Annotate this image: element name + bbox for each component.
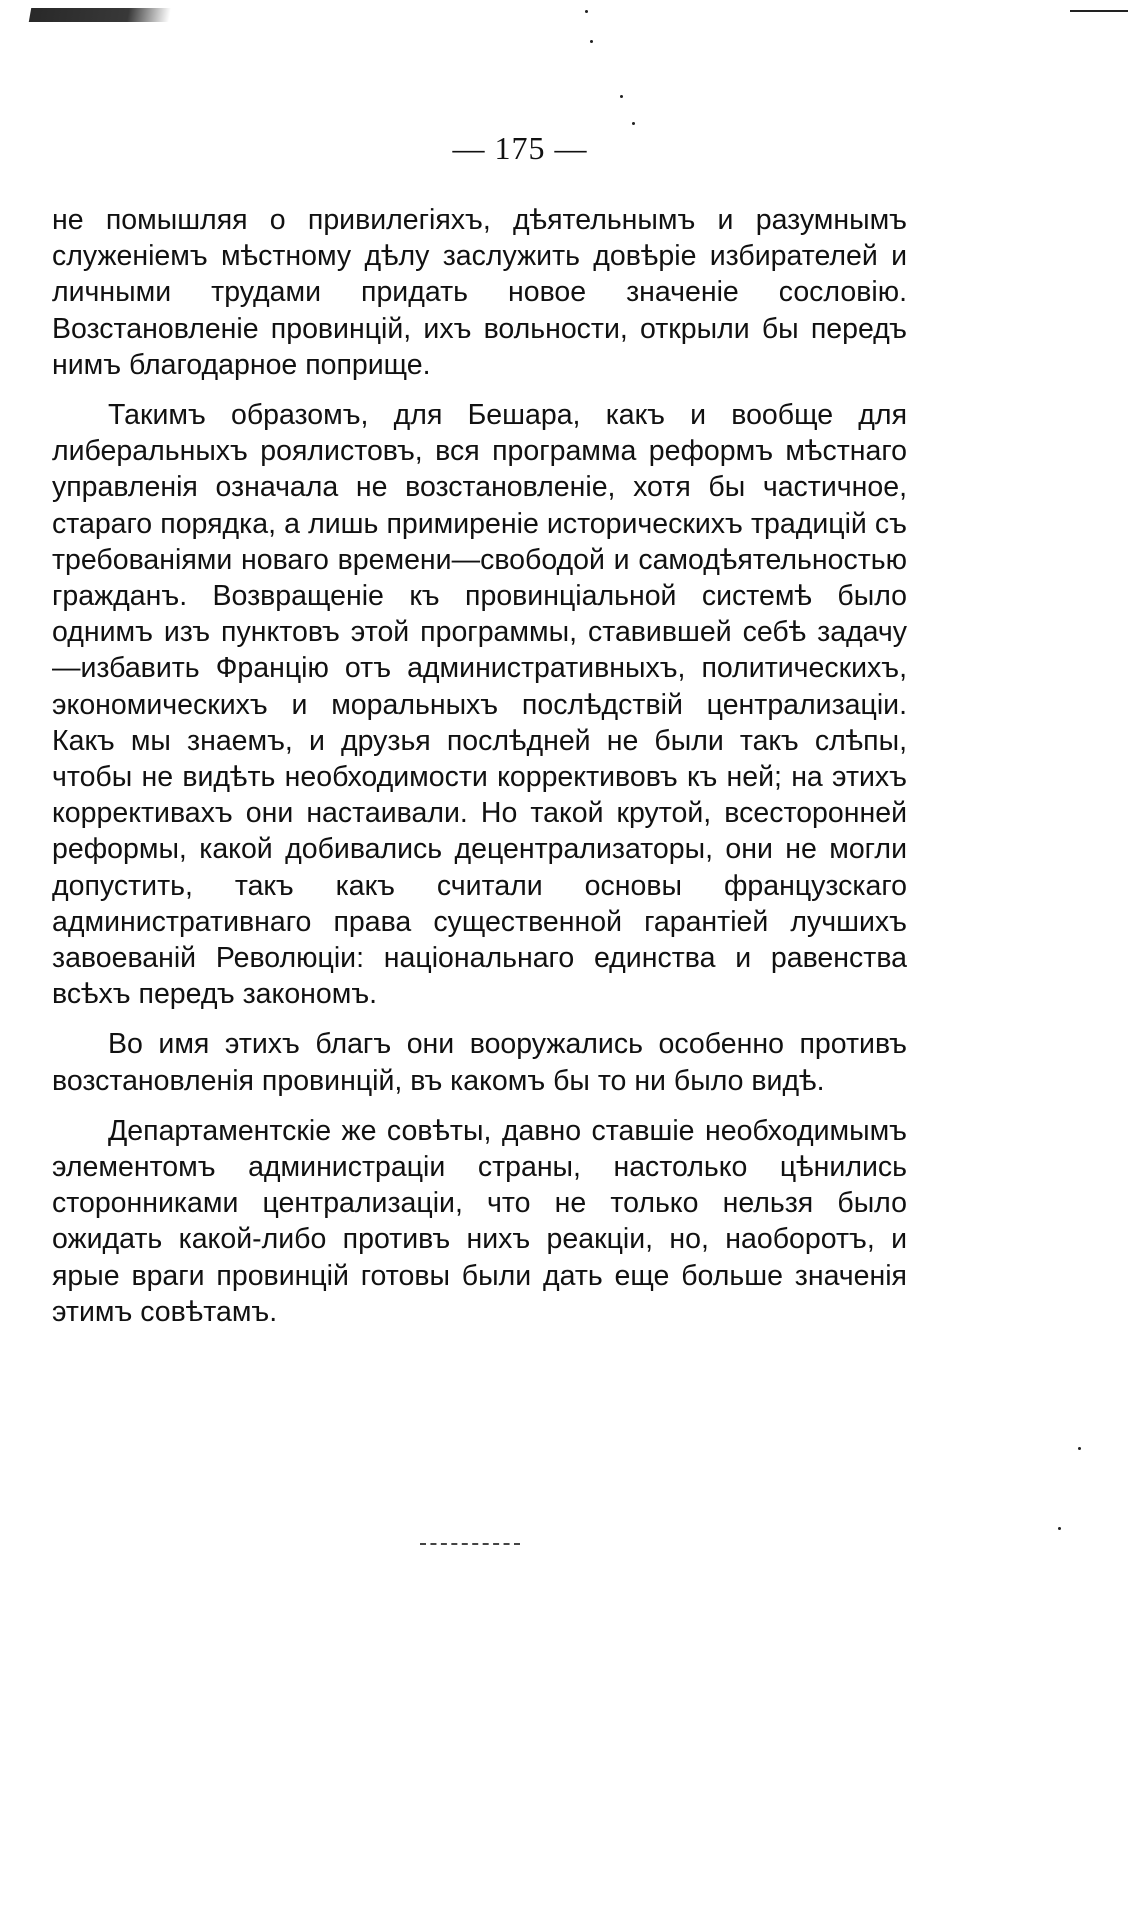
body-text — [52, 202, 907, 1344]
paragraph: Департаментскіе же совѣты, давно ставшіе необходимымъ элементомъ администраціи страны, настолько цѣнились сторонниками централизаціи, что не только нельзя было ожидать какой-либо противъ нихъ реакціи, но, наоборотъ, и ярые враги провинцій готовы были дать еще больше значенія этимъ совѣтамъ. — [52, 1114, 907, 1328]
paragraph: не помышляя о привилегіяхъ, дѣятельнымъ и разумнымъ служеніемъ мѣстному дѣлу заслужить довѣріе избирателей и личными трудами придать новое значеніе сословію. Возстановленіе провинцій, ихъ вольности, открыли бы передъ нимъ благодарное поприще. — [52, 204, 907, 381]
scan-speck — [1078, 1447, 1081, 1450]
paragraph: Во имя этихъ благъ они вооружались особенно противъ возстановленія провинцій, въ какомъ бы то ни было видѣ. — [52, 1028, 907, 1097]
scan-smudge — [29, 8, 171, 22]
scan-speck — [620, 95, 623, 98]
scan-speck — [590, 40, 593, 43]
paragraph: Такимъ образомъ, для Бешара, какъ и вообще для либеральныхъ роялистовъ, вся программа реформъ мѣстнаго управленія означала не возстановленіе, хотя бы частичное, стараго порядка, а лишь примиреніе историческихъ традицій съ требованіями новаго времени—свободой и самодѣятельностью гражданъ. Возвращеніе къ провинціальной системѣ было однимъ изъ пунктовъ этой программы, ставившей себѣ задачу—избавить Францію отъ административныхъ, политическихъ, экономическихъ и моральныхъ послѣдствій централизаціи. Какъ мы знаемъ, и друзья послѣдней не были такъ слѣпы, чтобы не видѣть необходимости коррективовъ къ ней; на этихъ коррективахъ они настаивали. Но такой крутой, всесторонней реформы, какой добивались децентрализаторы, они не могли допустить, такъ какъ считали основы французскаго административнаго права существенной гарантіей лучшихъ завоеваній Революціи: національнаго единства и равенства всѣхъ передъ закономъ. — [52, 399, 907, 1011]
scan-mark — [1070, 10, 1128, 12]
scan-speck — [585, 10, 588, 13]
scan-speck — [632, 122, 635, 125]
page-number: — 175 — — [452, 130, 588, 166]
scan-speck — [1058, 1527, 1061, 1530]
end-rule — [420, 1543, 520, 1545]
